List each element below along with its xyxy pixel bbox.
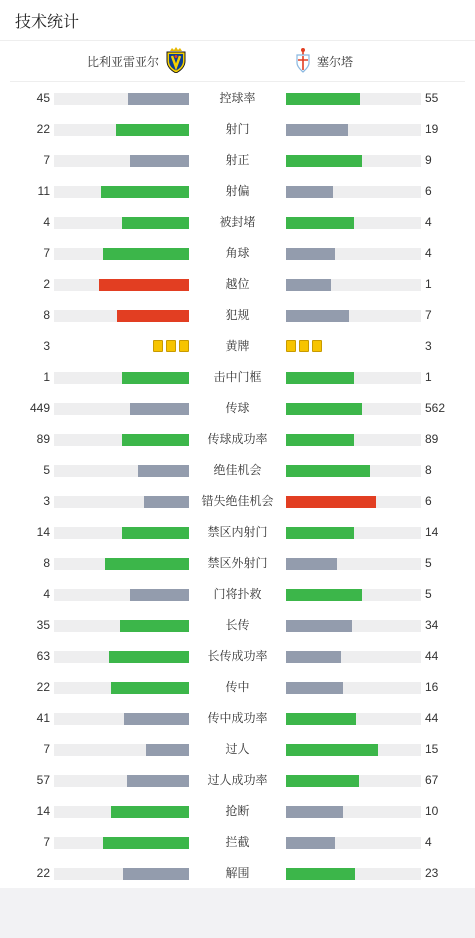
home-value: 7 [43,742,50,756]
stat-label: 拦截 [225,835,250,849]
home-value: 14 [36,525,50,539]
home-bar [120,620,189,632]
home-value: 89 [36,432,50,446]
away-value: 5 [425,556,432,570]
away-bar-track [286,372,421,384]
home-value: 5 [43,463,50,477]
stat-row [0,641,475,672]
home-value: 22 [36,866,50,880]
away-bar [286,527,354,539]
stat-label: 禁区内射门 [207,525,268,539]
home-bar [146,744,189,756]
home-yellow-cards [153,340,189,352]
away-bar-track [286,124,421,136]
home-value: 8 [43,556,50,570]
home-value: 45 [36,91,50,105]
away-bar-track [286,837,421,849]
stat-row [0,765,475,796]
home-bar [128,93,189,105]
stat-label: 击中门框 [213,370,262,384]
stat-row [0,362,475,393]
home-bar-track [54,310,189,322]
stat-row [0,114,475,145]
stat-row [0,548,475,579]
home-bar [122,434,190,446]
away-bar [286,713,356,725]
away-value: 8 [425,463,432,477]
celta-crest-icon [295,47,311,76]
page-title: 技术统计 [15,13,80,31]
away-bar [286,279,331,291]
away-bar-track [286,279,421,291]
home-bar [103,248,189,260]
home-bar [101,186,189,198]
home-bar [124,713,189,725]
stat-label: 抢断 [225,804,250,818]
home-bar [130,403,189,415]
home-bar [123,868,189,880]
away-value: 7 [425,308,432,322]
away-bar-track [286,155,421,167]
home-bar-track [54,186,189,198]
stat-label: 被封堵 [219,215,256,229]
away-bar [286,868,355,880]
stat-label: 控球率 [219,91,256,105]
villarreal-crest-icon [165,47,187,76]
away-bar-track [286,651,421,663]
stat-label: 解围 [225,866,250,880]
stat-row [0,672,475,703]
stat-row [0,207,475,238]
stat-label: 传中成功率 [207,711,268,725]
away-value: 19 [425,122,439,136]
home-bar [122,372,190,384]
away-value: 4 [425,246,432,260]
home-bar-track [54,682,189,694]
home-bar-track [54,775,189,787]
away-bar-track [286,620,421,632]
home-bar-track [54,806,189,818]
stat-label: 错失绝佳机会 [201,494,274,508]
home-value: 35 [36,618,50,632]
away-value: 4 [425,835,432,849]
away-value: 562 [425,401,446,415]
stat-row [0,238,475,269]
away-value: 15 [425,742,439,756]
home-bar [130,155,189,167]
away-value: 55 [425,91,439,105]
away-yellow-cards [286,340,322,352]
away-bar [286,248,335,260]
home-bar-track [54,124,189,136]
home-bar-track [54,527,189,539]
away-team[interactable] [295,41,353,81]
stat-label: 射偏 [225,184,250,198]
away-value: 4 [425,215,432,229]
stat-label: 射门 [225,122,250,136]
away-value: 3 [425,339,432,353]
stat-row [0,424,475,455]
away-bar [286,465,370,477]
away-value: 5 [425,587,432,601]
away-bar-track [286,434,421,446]
teams-header [10,41,465,82]
home-bar [138,465,189,477]
stat-label: 传中 [225,680,250,694]
away-bar [286,558,337,570]
away-bar [286,806,343,818]
stat-row [0,734,475,765]
home-bar [111,682,189,694]
stat-row [0,83,475,114]
home-value: 4 [43,587,50,601]
away-value: 89 [425,432,439,446]
away-value: 23 [425,866,439,880]
away-value: 9 [425,153,432,167]
stat-row [0,517,475,548]
stat-row [0,300,475,331]
stat-row [0,331,475,362]
home-value: 4 [43,215,50,229]
home-bar-track [54,868,189,880]
yellow-card-icon [286,340,296,352]
home-bar-track [54,248,189,260]
home-value: 7 [43,835,50,849]
away-bar [286,372,354,384]
away-value: 6 [425,494,432,508]
home-bar-track [54,496,189,508]
stat-label: 传球 [225,401,250,415]
yellow-card-icon [153,340,163,352]
home-bar [111,806,189,818]
yellow-card-icon [312,340,322,352]
home-value: 14 [36,804,50,818]
home-value: 22 [36,680,50,694]
home-value: 3 [43,494,50,508]
away-bar [286,434,354,446]
home-bar [105,558,189,570]
yellow-card-icon [179,340,189,352]
header [0,0,475,41]
away-bar [286,682,343,694]
stat-label: 过人 [225,742,250,756]
away-bar [286,403,362,415]
home-value: 63 [36,649,50,663]
home-bar-track [54,651,189,663]
away-bar-track [286,217,421,229]
stat-row [0,176,475,207]
home-bar [99,279,189,291]
stat-label: 长传成功率 [207,649,268,663]
stat-label: 角球 [225,246,250,260]
stat-label: 绝佳机会 [213,463,262,477]
home-value: 3 [43,339,50,353]
home-bar [116,124,189,136]
stat-row [0,579,475,610]
away-bar-track [286,806,421,818]
away-bar [286,93,360,105]
stat-row [0,858,475,889]
away-bar-track [286,682,421,694]
away-value: 16 [425,680,439,694]
stat-label: 过人成功率 [207,773,268,787]
home-bar-track [54,744,189,756]
home-value: 7 [43,246,50,260]
stat-label: 门将扑救 [213,587,262,601]
away-bar-track [286,465,421,477]
away-bar [286,620,352,632]
away-value: 10 [425,804,439,818]
away-value: 34 [425,618,439,632]
away-bar [286,651,341,663]
away-bar-track [286,496,421,508]
stat-row [0,393,475,424]
yellow-card-icon [299,340,309,352]
home-team-name: 比利亚雷亚尔 [86,54,159,69]
home-value: 1 [43,370,50,384]
away-bar-track [286,248,421,260]
away-bar-track [286,558,421,570]
home-bar-track [54,403,189,415]
away-value: 1 [425,277,432,291]
stat-label: 禁区外射门 [207,556,268,570]
home-value: 449 [29,401,50,415]
away-bar-track [286,527,421,539]
home-bar [130,589,189,601]
away-bar [286,837,335,849]
home-bar-track [54,837,189,849]
home-bar [117,310,189,322]
away-value: 6 [425,184,432,198]
away-value: 44 [425,649,439,663]
home-bar-track [54,279,189,291]
home-bar-track [54,558,189,570]
stat-label: 黄牌 [225,339,250,353]
home-bar-track [54,589,189,601]
away-bar-track [286,775,421,787]
home-bar [122,527,190,539]
home-bar-track [54,465,189,477]
home-value: 22 [36,122,50,136]
stat-label: 越位 [225,277,250,291]
away-bar [286,124,348,136]
home-value: 7 [43,153,50,167]
away-bar [286,155,362,167]
home-bar [127,775,189,787]
home-bar [122,217,190,229]
home-bar-track [54,620,189,632]
away-bar-track [286,310,421,322]
away-team-name: 塞尔塔 [317,54,354,69]
stat-row [0,610,475,641]
away-value: 44 [425,711,439,725]
home-bar-track [54,217,189,229]
stat-row [0,455,475,486]
away-bar-track [286,589,421,601]
home-bar [103,837,189,849]
away-bar-track [286,93,421,105]
away-bar [286,310,349,322]
away-bar-track [286,744,421,756]
away-value: 67 [425,773,439,787]
home-team[interactable] [87,41,187,81]
away-bar [286,775,359,787]
home-value: 41 [36,711,50,725]
home-value: 2 [43,277,50,291]
yellow-card-icon [166,340,176,352]
home-bar-track [54,372,189,384]
stat-row [0,145,475,176]
stat-row [0,486,475,517]
home-bar [144,496,189,508]
home-value: 57 [36,773,50,787]
stat-label: 长传 [225,618,250,632]
stats-list [0,82,475,889]
home-value: 11 [37,184,50,198]
stat-row [0,269,475,300]
away-value: 1 [425,370,432,384]
away-bar-track [286,186,421,198]
home-bar [109,651,189,663]
away-bar-track [286,713,421,725]
away-bar-track [286,868,421,880]
away-value: 14 [425,525,439,539]
home-bar-track [54,434,189,446]
away-bar [286,589,362,601]
stat-row [0,827,475,858]
away-bar-track [286,403,421,415]
stat-label: 犯规 [225,308,250,322]
away-bar [286,496,376,508]
stat-row [0,703,475,734]
away-bar [286,744,378,756]
home-value: 8 [43,308,50,322]
away-bar [286,186,333,198]
home-bar-track [54,155,189,167]
stat-row [0,796,475,827]
stat-label: 射正 [225,153,250,167]
home-bar-track [54,713,189,725]
stat-label: 传球成功率 [207,432,268,446]
away-bar [286,217,354,229]
home-bar-track [54,93,189,105]
